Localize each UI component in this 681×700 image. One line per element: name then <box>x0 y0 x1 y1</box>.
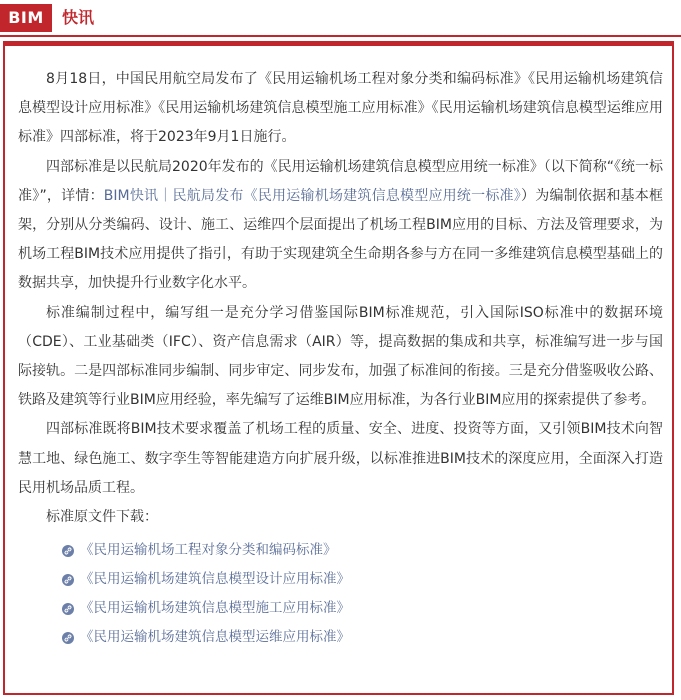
bim-badge: BIM <box>0 4 52 32</box>
download-link-2[interactable] <box>62 565 663 594</box>
download-link-label: 《民用运输机场建筑信息模型施工应用标准》 <box>80 600 350 617</box>
download-link-1[interactable] <box>62 536 663 565</box>
article-body <box>18 65 663 652</box>
paragraph-2-text-before: 四部标准是以民航局2020年发布的《民用运输机场建筑信息模型应用统一标准》（以下简称“《统一标准》”，详情： <box>18 158 663 204</box>
download-link-3[interactable] <box>62 594 663 623</box>
reference-link[interactable]: BIM快讯｜民航局发布《民用运输机场建筑信息模型应用统一标准》 <box>103 187 522 204</box>
download-link-4[interactable] <box>62 623 663 652</box>
download-link-label: 《民用运输机场建筑信息模型设计应用标准》 <box>80 571 350 588</box>
link-icon <box>62 603 74 615</box>
section-header <box>0 0 681 36</box>
paragraph-2-text-after: ）为编制依据和基本框架，分别从分类编码、设计、施工、运维四个层面提出了机场工程BIM应用的目标、方法及管理要求，为机场工程BIM技术应用提供了指引，有助于实现建筑全生命期各参与方在同一多维建筑信息模型基础上的数据共享，加快提升行业数字化水平。 <box>18 187 663 292</box>
header-title: 快讯 <box>62 8 95 27</box>
download-title: 标准原文件下载： <box>46 509 158 526</box>
header-divider <box>0 35 681 37</box>
link-icon <box>62 574 74 586</box>
link-icon <box>62 632 74 644</box>
paragraph-4: 四部标准既将BIM技术要求覆盖了机场工程的质量、安全、进度、投资等方面，又引领BIM技术向智慧工地、绿色施工、数字孪生等智能建造方向扩展升级，以标准推进BIM技术的深度应用，全面深入打造民用机场品质工程。 <box>18 421 663 496</box>
download-link-label: 《民用运输机场建筑信息模型运维应用标准》 <box>80 629 350 646</box>
paragraph-3: 标准编制过程中，编写组一是充分学习借鉴国际BIM标准规范，引入国际ISO标准中的数据环境（CDE）、工业基础类（IFC）、资产信息需求（AIR）等，提高数据的集成和共享，标准编写进一步与国际接轨。二是四部标准同步编制、同步审定、同步发布，加强了标准间的衔接。三是充分借鉴吸收公路、铁路及建筑等行业BIM应用经验，率先编写了运维BIM应用标准，为各行业BIM应用的探索提供了参考。 <box>18 304 663 409</box>
paragraph-1: 8月18日，中国民用航空局发布了《民用运输机场工程对象分类和编码标准》《民用运输机场建筑信息模型设计应用标准》《民用运输机场建筑信息模型施工应用标准》《民用运输机场建筑信息模型运维应用标准》四部标准，将于2023年9月1日施行。 <box>18 71 663 146</box>
paragraph-2 <box>18 153 663 299</box>
download-link-label: 《民用运输机场工程对象分类和编码标准》 <box>80 542 337 559</box>
link-icon <box>62 545 74 557</box>
download-list <box>18 536 663 652</box>
